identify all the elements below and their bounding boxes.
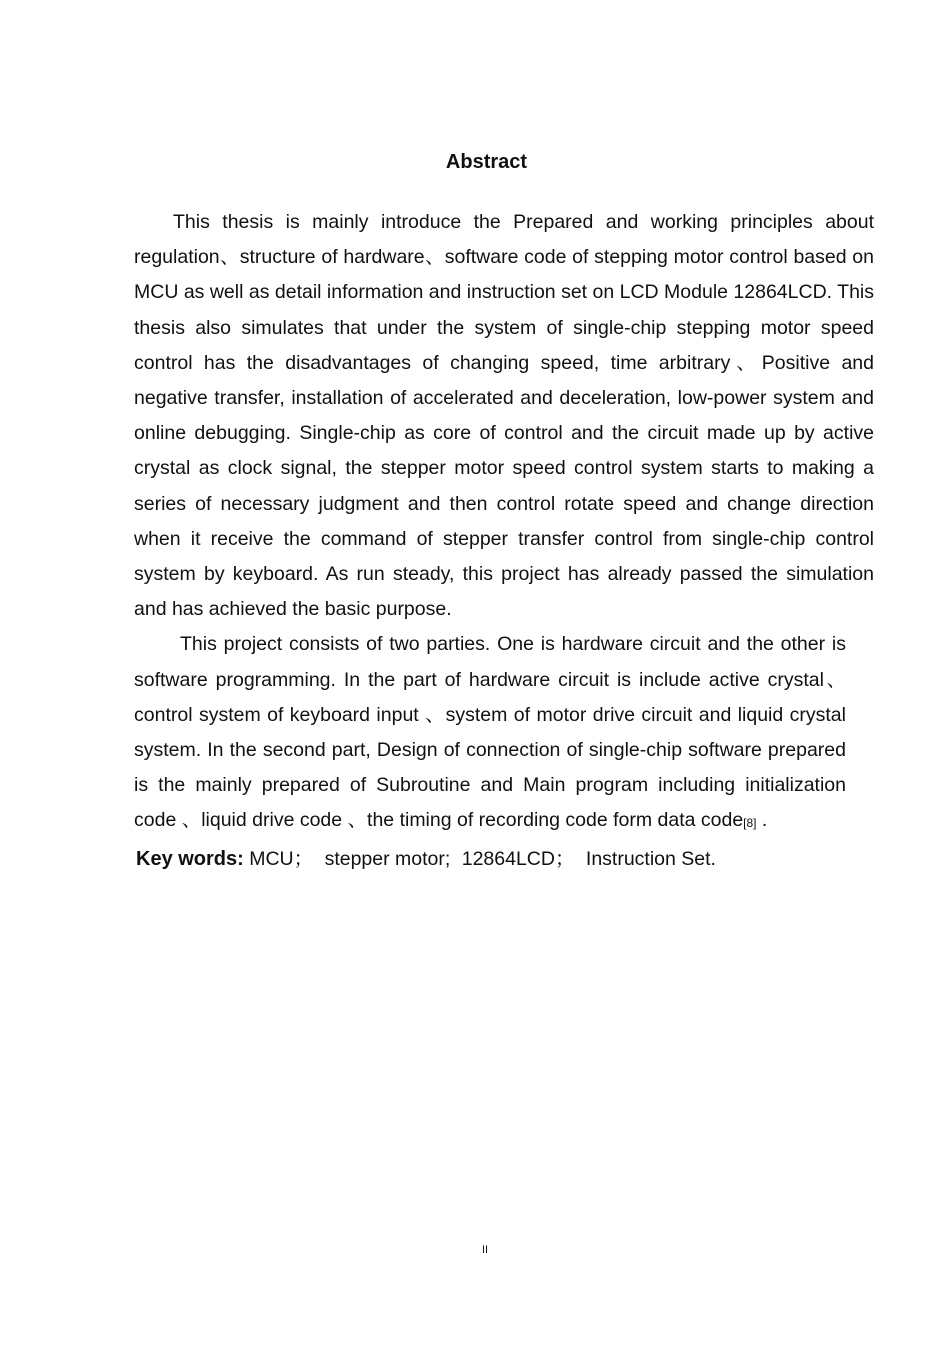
paragraph-2-end: .	[756, 809, 768, 832]
citation-reference: [8]	[743, 816, 757, 831]
keyword-item: MCU；	[249, 847, 314, 870]
keyword-item: Instruction Set.	[585, 847, 716, 870]
paragraph-2-text: This project consists of two parties. One is hardware circuit and the other is software programming. In the part of hardware circuit is include active crystal、control system of keyboard input 、system of motor drive circuit and liquid crystal system. In the second part, Design of connection of single-chip software prepared is the mainly prepared of Subroutine and Main program including initialization code 、liquid drive code 、the timing of recording code form data code	[134, 633, 846, 832]
abstract-paragraph-2	[134, 627, 846, 841]
keyword-item: stepper motor;	[324, 847, 451, 870]
keywords-line	[134, 842, 874, 877]
page-number: II	[481, 1244, 489, 1256]
abstract-paragraph-1: This thesis is mainly introduce the Prepared and working principles about regulation、structure of hardware、software code of stepping motor control based on MCU as well as detail information and instruction set on LCD Module 12864LCD. This thesis also simulates that under the system of single-chip stepping motor speed control has the disadvantages of changing speed, time arbitrary、Positive and negative transfer, installation of accelerated and deceleration, low-power system and online debugging. Single-chip as core of control and the circuit made up by active crystal as clock signal, the stepper motor speed control system starts to making a series of necessary judgment and then control rotate speed and change direction when it receive the command of stepper transfer control from single-chip control system by keyboard. As run steady, this project has already passed the simulation and has achieved the basic purpose.	[134, 211, 874, 621]
keyword-item: 12864LCD；	[461, 847, 575, 870]
keywords-label: Key words:	[136, 847, 244, 870]
abstract-title: Abstract	[445, 151, 528, 173]
abstract-body	[134, 205, 874, 877]
